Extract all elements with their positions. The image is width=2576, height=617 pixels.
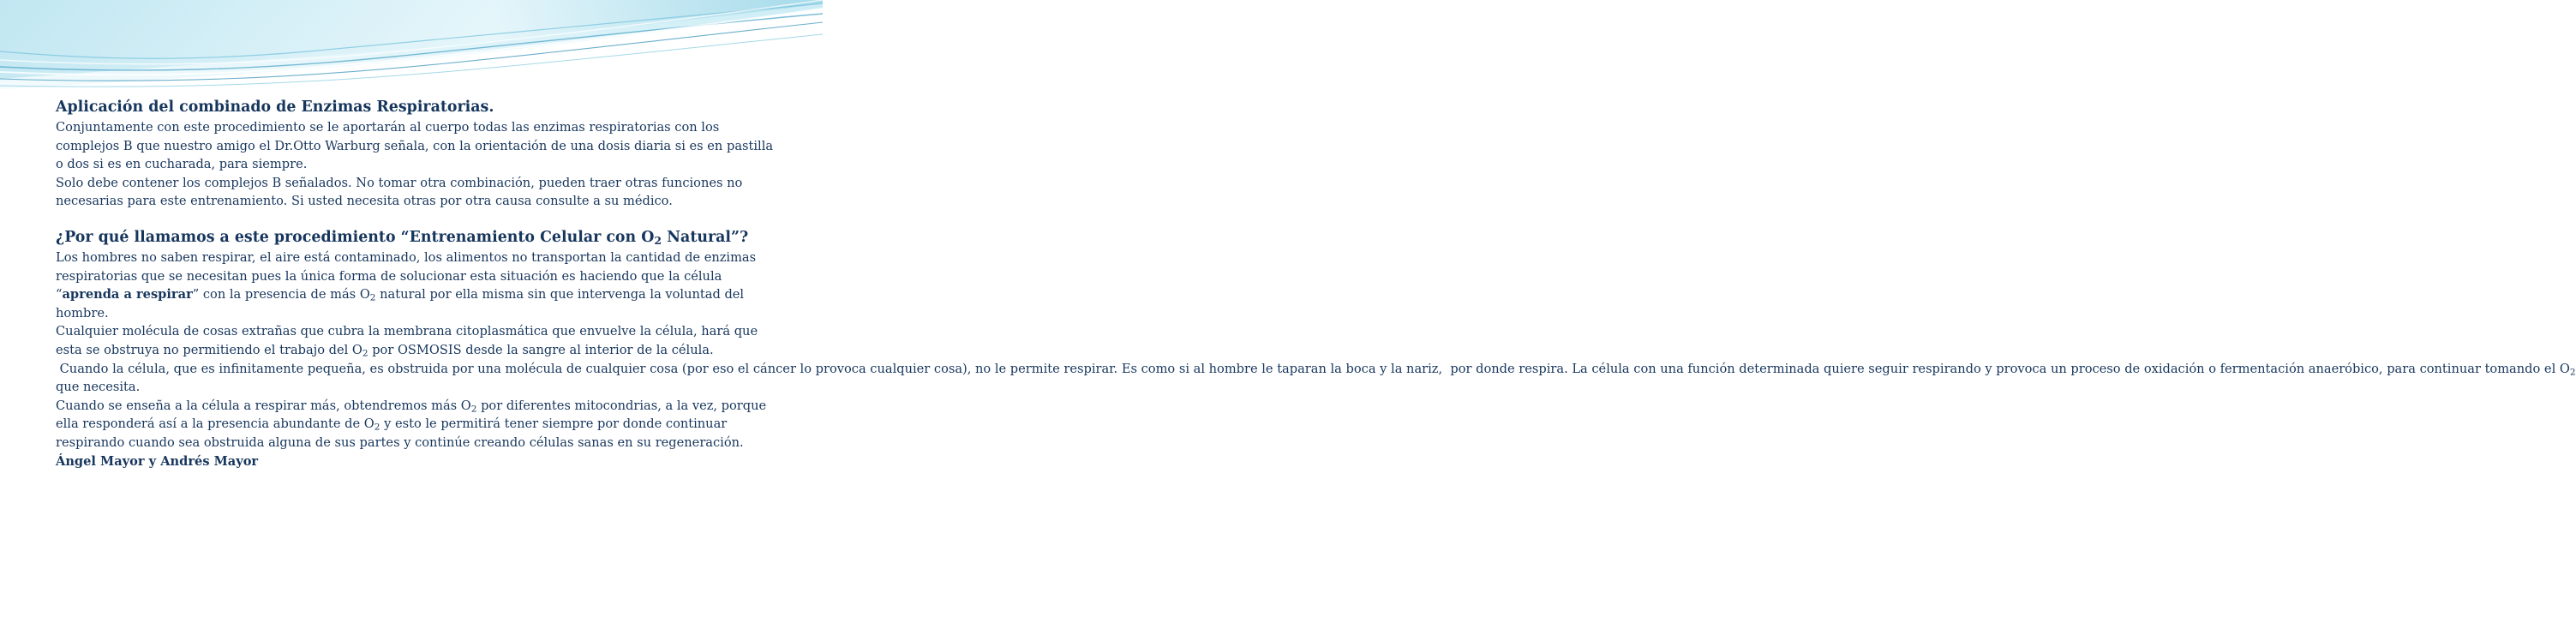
signature: Ángel Mayor y Andrés Mayor <box>56 453 259 469</box>
text-run: y esto le permitirá tener siempre por donde continuar respirando cuando sea obstruida alguna de sus partes y continúe creando células sanas en su regeneración. <box>56 416 744 450</box>
text-run: ” con la presencia de más O <box>192 287 370 303</box>
bold-phrase: aprenda a respirar <box>62 287 193 303</box>
heading-enzymes: Aplicación del combinado de Enzimas Respiratorias. <box>56 99 494 116</box>
subscript: 2 <box>654 234 662 248</box>
heading-why-text-end: Natural”? <box>662 228 749 246</box>
text-run: Cualquier molécula de cosas extrañas que cubra la membrana citoplasmática que envuelve la célula, hará que esta se obstruya no permitiendo el trabajo del O <box>56 324 758 357</box>
paragraph-enzymes-2: Solo debe contener los complejos B señalados. No tomar otra combinación, pueden traer otras funciones no necesarias para este entrenamiento. Si usted necesita otras por otra causa consulte a su médico. <box>56 175 743 209</box>
subscript: 2 <box>369 292 376 303</box>
paragraph-why-4 <box>56 397 784 452</box>
subscript: 2 <box>2569 367 2576 378</box>
subscript: 2 <box>362 348 368 359</box>
heading-why-text: ¿Por qué llamamos a este procedimiento “Entrenamiento Celular con O <box>56 228 655 246</box>
text-run: que necesita. <box>56 380 141 395</box>
text-run: Cuando la célula, que es infinitamente pequeña, es obstruida por una molécula de cualquier cosa (por eso el cáncer lo provoca cualquier cosa), no le permite respirar. Es como si al hombre le taparan la boca y la nariz, por donde respira. La célula con una función determinada quiere seguir respirando y provoca un proceso de oxidación o fermentación anaeróbico, para continuar tomando el O <box>56 361 2570 376</box>
paragraph-why-1 <box>56 249 784 322</box>
spacer <box>56 211 784 226</box>
text-run: Cuando se enseña a la célula a respirar más, obtendremos más O <box>56 398 471 413</box>
text-run: por OSMOSIS desde la sangre al interior de la célula. <box>368 342 714 357</box>
subscript: 2 <box>470 404 477 415</box>
paragraph-enzymes-1: Conjuntamente con este procedimiento se le aportarán al cuerpo todas las enzimas respiratorias con los complejos B que nuestro amigo el Dr.Otto Warburg señala, con la orientación de una dosis diaria si es en pastilla o dos si es en cucharada, para siempre. <box>56 120 774 172</box>
text-run: por diferentes mitocondrias, a la vez, porque ella responderá así a la presencia abundante de O <box>56 398 767 432</box>
slide-content <box>56 96 2576 470</box>
subscript: 2 <box>374 422 380 433</box>
text-run: natural por ella misma sin que intervenga la voluntad del hombre. <box>56 287 745 320</box>
paragraph-why-2 <box>56 322 784 359</box>
heading-why <box>56 226 784 249</box>
text-run: Los hombres no saben respirar, el aire está contaminado, los alimentos no transportan la cantidad de enzimas respiratorias que se necesitan pues la única forma de solucionar esta situación es haciendo que la célula “ <box>56 249 757 303</box>
paragraph-why-3 <box>56 360 2576 397</box>
